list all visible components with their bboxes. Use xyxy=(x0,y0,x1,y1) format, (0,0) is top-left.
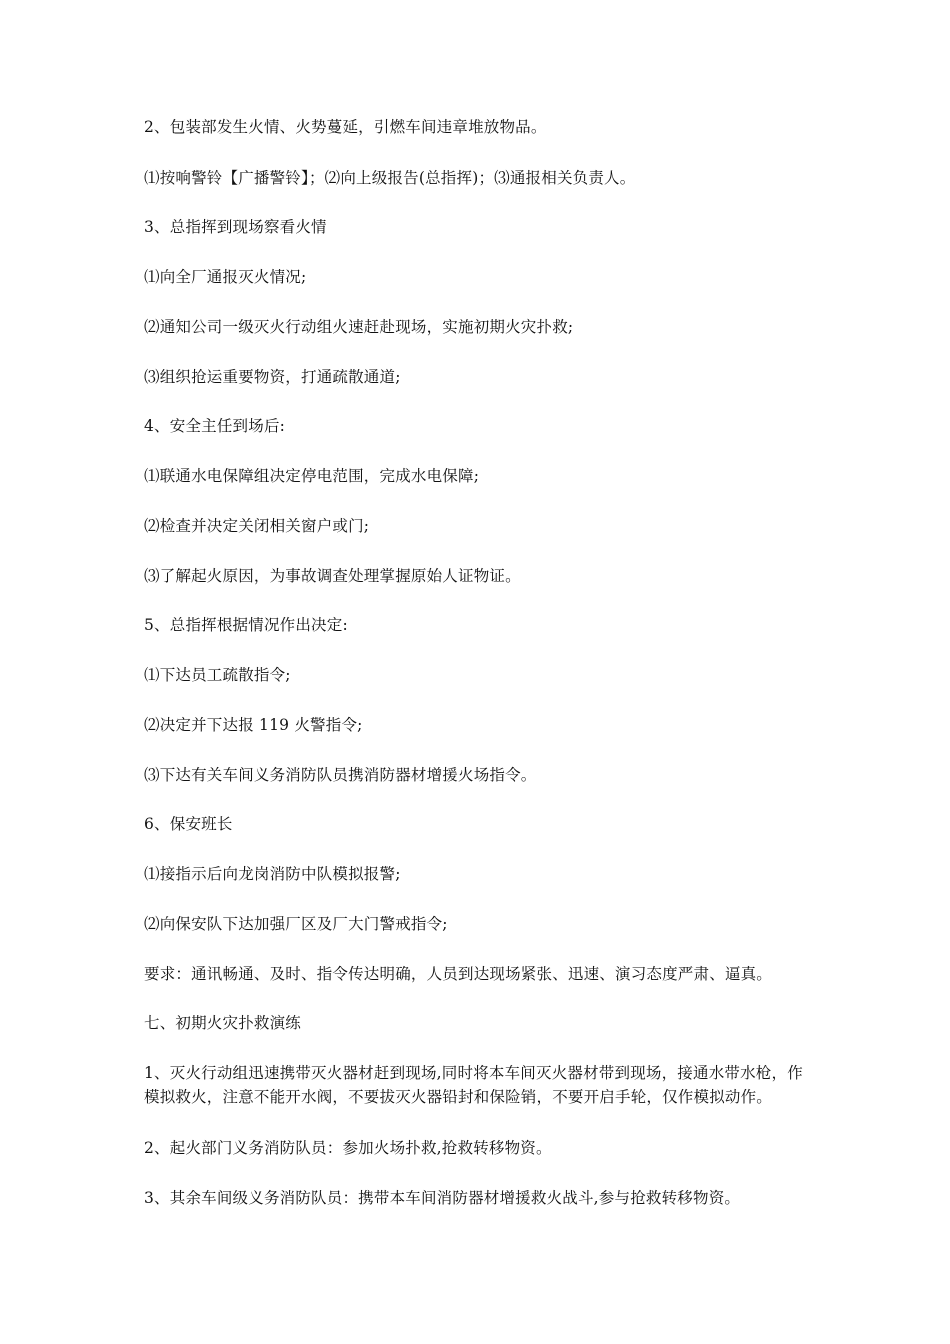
paragraph-requirements: 要求：通讯畅通、及时、指令传达明确，人员到达现场紧张、迅速、演习态度严肃、逼真。 xyxy=(144,965,773,983)
list-item: ⑴向全厂通报灭火情况; xyxy=(144,268,307,286)
list-item: ⑴下达员工疏散指令; xyxy=(144,666,291,684)
heading-safety-director: 4、安全主任到场后: xyxy=(144,417,286,435)
list-item: ⑴接指示后向龙岗消防中队模拟报警; xyxy=(144,865,401,883)
heading-security-leader: 6、保安班长 xyxy=(144,815,233,833)
paragraph-other-volunteers: 3、其余车间级义务消防队员：携带本车间消防器材增援救火战斗,参与抢救转移物资。 xyxy=(144,1189,741,1207)
list-item: ⑶下达有关车间义务消防队员携消防器材增援火场指令。 xyxy=(144,766,537,784)
heading-commander-decision: 5、总指挥根据情况作出决定: xyxy=(144,616,348,634)
list-item: ⑴联通水电保障组决定停电范围，完成水电保障; xyxy=(144,467,480,485)
list-item: ⑵决定并下达报 119 火警指令; xyxy=(144,716,363,734)
list-item: ⑵通知公司一级灭火行动组火速赶赴现场，实施初期火灾扑救; xyxy=(144,318,574,336)
list-item: ⑵向保安队下达加强厂区及厂大门警戒指令; xyxy=(144,915,448,933)
list-item: ⑶了解起火原因，为事故调查处理掌握原始人证物证。 xyxy=(144,567,521,585)
paragraph-fire-spread: 2、包装部发生火情、火势蔓延，引燃车间违章堆放物品。 xyxy=(144,118,547,136)
list-item: ⑶组织抢运重要物资，打通疏散通道; xyxy=(144,368,401,386)
heading-commander-inspect: 3、总指挥到现场察看火情 xyxy=(144,218,327,236)
list-item: ⑵检查并决定关闭相关窗户或门; xyxy=(144,517,370,535)
paragraph-alarm-steps: ⑴按响警铃【广播警铃】；⑵向上级报告(总指挥)；⑶通报相关负责人。 xyxy=(144,169,636,187)
section-heading-initial-firefighting: 七、初期火灾扑救演练 xyxy=(144,1014,302,1032)
paragraph-department-volunteers: 2、起火部门义务消防队员：参加火场扑救,抢救转移物资。 xyxy=(144,1139,552,1157)
paragraph-firefighting-team: 1、灭火行动组迅速携带灭火器材赶到现场,同时将本车间灭火器材带到现场，接通水带水枪，作模拟救火，注意不能开水阀，不要拔灭火器铅封和保险销，不要开启手轮，仅作模拟动作。 xyxy=(144,1064,803,1106)
